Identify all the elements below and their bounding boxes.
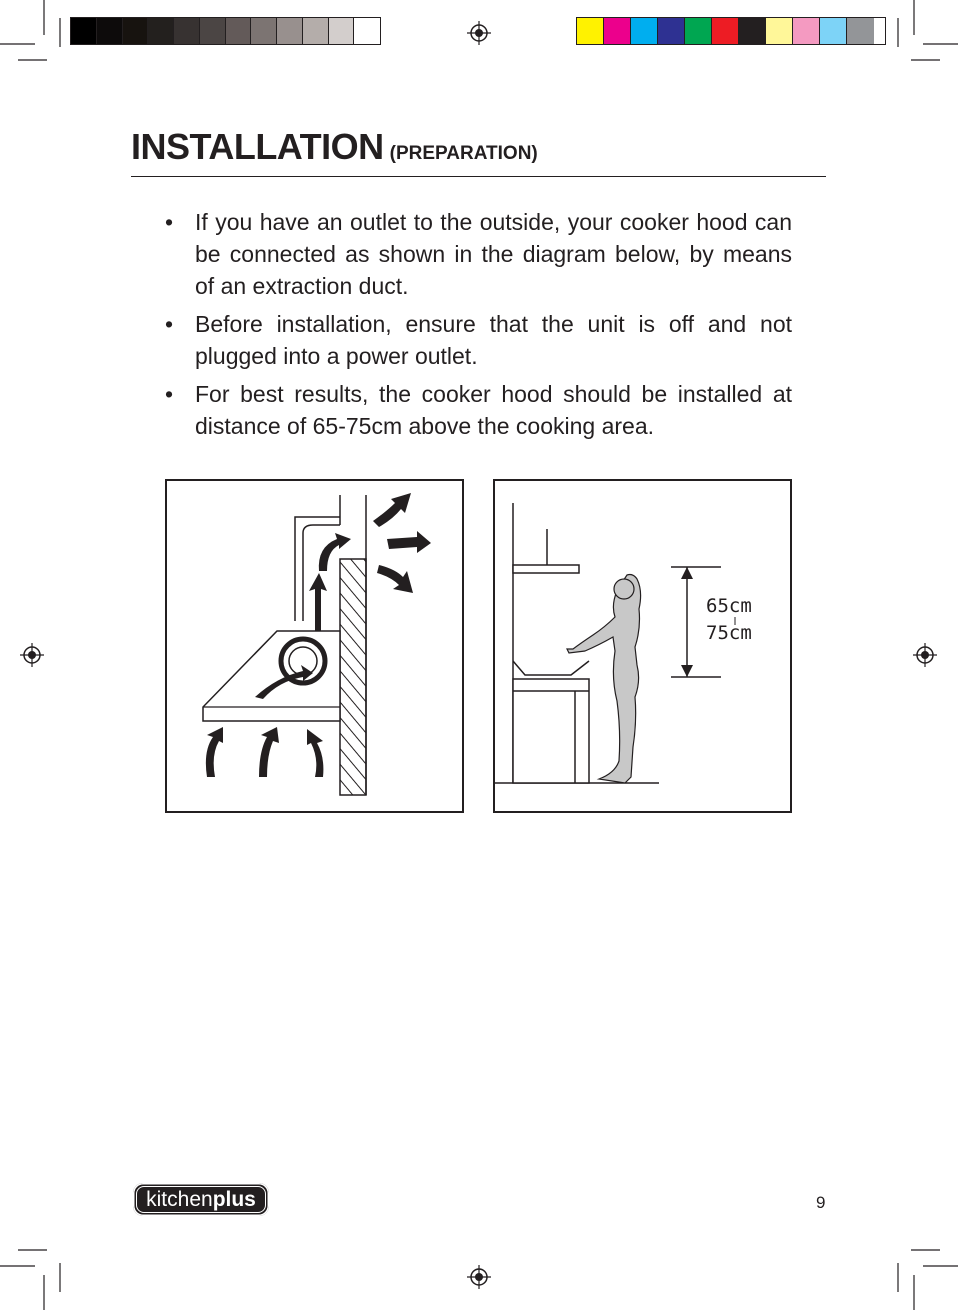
title-sub: (PREPARATION) bbox=[389, 143, 538, 164]
gray-swatch-0 bbox=[71, 18, 97, 44]
color-swatch-8 bbox=[793, 18, 820, 44]
color-swatch-9 bbox=[820, 18, 847, 44]
color-swatch-4 bbox=[685, 18, 712, 44]
list-item bbox=[165, 206, 792, 302]
logo-text-kitchen: kitchen bbox=[146, 1187, 213, 1211]
registration-mark-icon bbox=[467, 21, 491, 45]
color-swatch-2 bbox=[631, 18, 658, 44]
page-number: 9 bbox=[816, 1193, 826, 1212]
installation-height-figure bbox=[493, 479, 792, 813]
gray-swatch-3 bbox=[148, 18, 174, 44]
color-swatch-1 bbox=[604, 18, 631, 44]
color-swatch-6 bbox=[739, 18, 766, 44]
registration-mark-icon bbox=[467, 1265, 491, 1289]
bullet-icon: • bbox=[165, 209, 174, 235]
bullet-text: Before installation, ensure that the unit is off and not plugged into a power outlet. bbox=[195, 311, 792, 369]
hood-airflow-drawing bbox=[167, 481, 462, 811]
bullet-icon: • bbox=[165, 311, 174, 337]
title-main: INSTALLATION bbox=[131, 126, 384, 167]
bullet-text: For best results, the cooker hood should be installed at distance of 65-75cm above the cooking area. bbox=[195, 381, 792, 439]
instruction-list bbox=[165, 206, 792, 448]
list-item bbox=[165, 378, 792, 442]
gray-swatch-11 bbox=[354, 18, 380, 44]
installation-height-drawing bbox=[495, 481, 790, 811]
gray-swatch-4 bbox=[174, 18, 200, 44]
color-swatch-7 bbox=[766, 18, 793, 44]
title-rule bbox=[131, 176, 826, 177]
registration-mark-icon bbox=[913, 643, 937, 667]
color-calibration-bar bbox=[576, 17, 886, 45]
bullet-text: If you have an outlet to the outside, your cooker hood can be connected as shown in the diagram below, by means of an extraction duct. bbox=[195, 209, 792, 299]
bullet-icon: • bbox=[165, 381, 174, 407]
hood-airflow-figure bbox=[165, 479, 464, 813]
color-swatch-5 bbox=[712, 18, 739, 44]
color-swatch-10 bbox=[847, 18, 874, 44]
height-label-bottom: 75cm bbox=[706, 622, 752, 644]
gray-swatch-10 bbox=[329, 18, 355, 44]
height-label-top: 65cm bbox=[706, 595, 752, 617]
gray-swatch-7 bbox=[251, 18, 277, 44]
grayscale-calibration-bar bbox=[70, 17, 381, 45]
page-title bbox=[131, 126, 538, 168]
gray-swatch-9 bbox=[303, 18, 329, 44]
color-swatch-0 bbox=[577, 18, 604, 44]
gray-swatch-6 bbox=[226, 18, 252, 44]
logo-text-plus: plus bbox=[212, 1187, 256, 1211]
gray-swatch-2 bbox=[123, 18, 149, 44]
gray-swatch-1 bbox=[97, 18, 123, 44]
brand-logo bbox=[133, 1183, 269, 1216]
gray-swatch-8 bbox=[277, 18, 303, 44]
color-swatch-3 bbox=[658, 18, 685, 44]
registration-mark-icon bbox=[20, 643, 44, 667]
list-item bbox=[165, 308, 792, 372]
gray-swatch-5 bbox=[200, 18, 226, 44]
